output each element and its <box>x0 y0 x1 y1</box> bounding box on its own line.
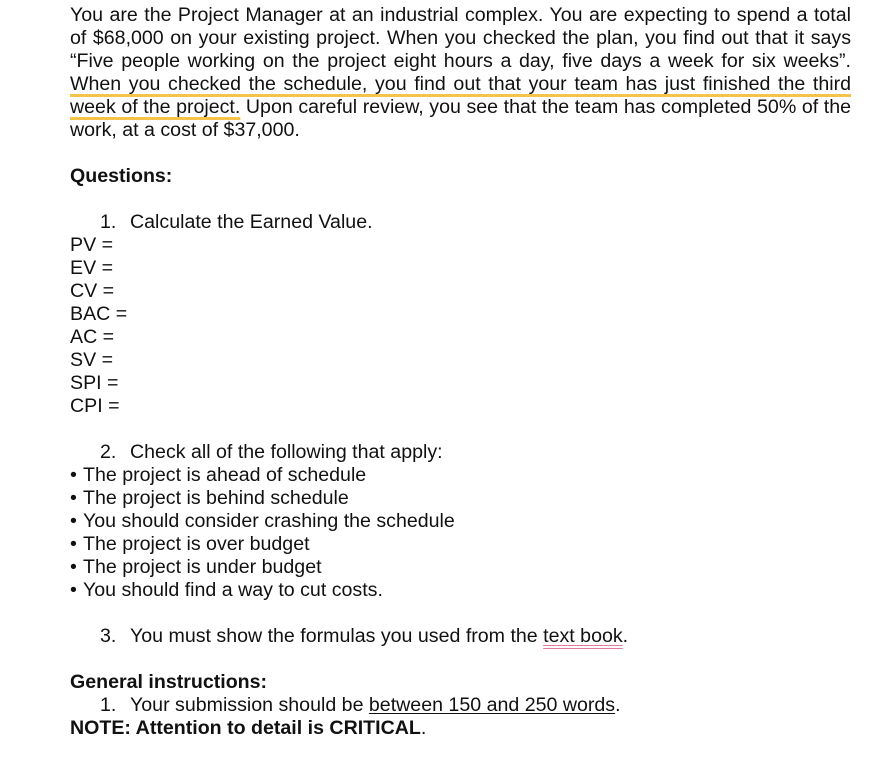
option-text: The project is behind schedule <box>83 487 349 509</box>
note-text: NOTE: Attention to detail is CRITICAL <box>70 717 421 739</box>
intro-paragraph <box>70 4 851 142</box>
question-3-period: . <box>622 625 629 647</box>
list-item <box>70 579 851 602</box>
option-text: The project is over budget <box>83 533 310 555</box>
bullet-icon: • <box>70 487 77 509</box>
intro-text-part2: Upon careful review, you see that the team has completed 50% of the work, at a cost of $37,000. <box>70 96 851 141</box>
document-page <box>70 4 851 740</box>
list-item <box>70 556 851 579</box>
question-2-text: Check all of the following that apply: <box>130 441 443 463</box>
variable-cv: CV = <box>70 280 115 302</box>
bullet-icon: • <box>70 510 77 532</box>
variable-ac: AC = <box>70 326 115 348</box>
options-list <box>70 464 851 602</box>
list-item <box>70 533 851 556</box>
option-text: You should find a way to cut costs. <box>83 579 383 601</box>
note-line <box>70 717 851 740</box>
question-1-number: 1. <box>100 211 117 233</box>
list-item <box>70 510 851 533</box>
intro-text-part1: You are the Project Manager at an industrial complex. You are expecting to spend a total of $68,000 on your existing project. When you checked the plan, you find out that it says “Five people working on the project eight hours a day, five days a week for six weeks”. <box>70 4 851 72</box>
word-count-requirement: between 150 and 250 words <box>368 694 616 716</box>
variable-ev: EV = <box>70 257 114 279</box>
variable-bac: BAC = <box>70 303 128 325</box>
questions-heading: Questions: <box>70 165 173 187</box>
bullet-icon: • <box>70 556 77 578</box>
bullet-icon: • <box>70 533 77 555</box>
variable-pv: PV = <box>70 234 114 256</box>
option-text: The project is ahead of schedule <box>83 464 367 486</box>
option-text: You should consider crashing the schedule <box>83 510 455 532</box>
text-book-word[interactable]: text book <box>543 625 623 647</box>
general-instructions-heading: General instructions: <box>70 671 268 693</box>
variable-sv: SV = <box>70 349 114 371</box>
variable-cpi: CPI = <box>70 395 120 417</box>
intro-highlighted-sentence: When you checked the schedule, you find out that your team has just finished the third week of the project. <box>70 73 851 118</box>
question-2 <box>70 441 851 464</box>
question-3-text: You must show the formulas you used from the <box>130 625 544 647</box>
question-1-text: Calculate the Earned Value. <box>130 211 373 233</box>
variable-list <box>70 234 851 418</box>
note-period: . <box>420 717 427 739</box>
option-text: The project is under budget <box>83 556 322 578</box>
bullet-icon: • <box>70 464 77 486</box>
question-3 <box>70 625 851 648</box>
general-item-period: . <box>615 694 621 716</box>
bullet-icon: • <box>70 579 77 601</box>
list-item <box>70 487 851 510</box>
question-1 <box>70 211 851 234</box>
general-item-text: Your submission should be <box>130 694 369 716</box>
question-2-number: 2. <box>100 441 117 463</box>
general-instruction-item <box>70 694 851 717</box>
general-item-number: 1. <box>100 694 117 716</box>
question-3-number: 3. <box>100 625 117 647</box>
list-item <box>70 464 851 487</box>
variable-spi: SPI = <box>70 372 119 394</box>
